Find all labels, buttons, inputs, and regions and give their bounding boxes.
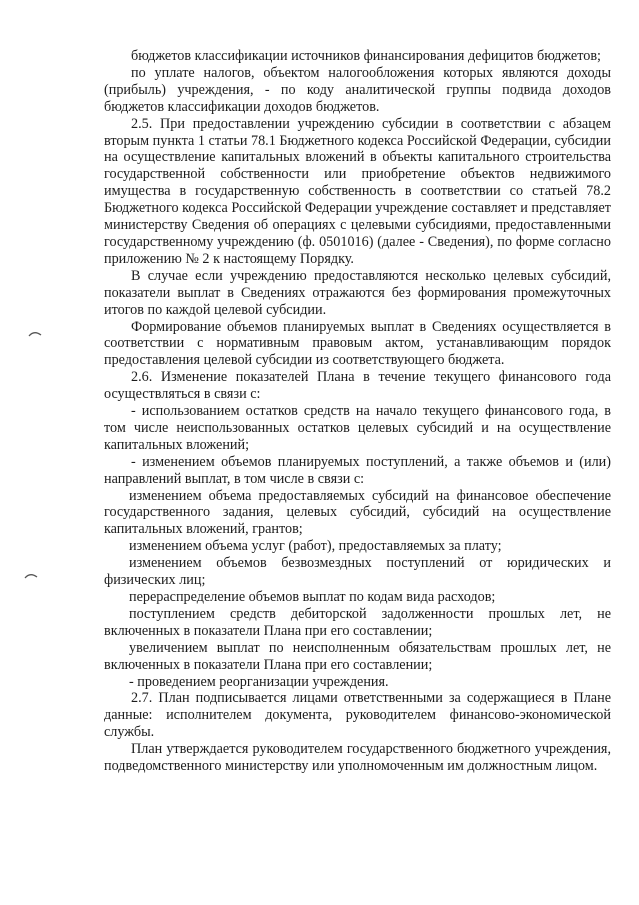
binder-hole-mark: [24, 572, 38, 580]
paragraph: 2.6. Изменение показателей Плана в течение текущего финансового года осуществляться в связи с:: [104, 369, 611, 403]
paragraph: перераспределение объемов выплат по кодам вида расходов;: [129, 589, 496, 605]
paragraph: - проведением реорганизации учреждения.: [129, 673, 389, 690]
paragraph: - изменением объемов планируемых поступлений, а также объемов и (или) направлений выплат, в том числе в связи с:: [104, 453, 611, 487]
paragraph: 2.5. При предоставлении учреждению субсидии в соответствии с абзацем вторым пункта 1 статьи 78.1 Бюджетного кодекса Российской Федерации, субсидии на осуществление капитальных вложений в объекты капитального строительства государственной собственности или приобретение объектов недвижимого имущества в государственную собственность в соответствии со статьей 78.2 Бюджетного кодекса Российской Федерации учреждение составляет и представляет министерству Сведения об операциях с целевыми субсидиями, предоставленными государственному учреждению (ф. 0501016) (далее - Сведения), по форме согласно приложению № 2 к настоящему Порядку.: [104, 115, 611, 267]
paragraph: бюджетов классификации источников финансирования дефицитов бюджетов;: [131, 48, 601, 64]
document-body: [104, 48, 611, 775]
binder-hole-mark: [28, 330, 42, 338]
paragraph: изменением объема услуг (работ), предоставляемых за плату;: [129, 538, 502, 555]
paragraph: по уплате налогов, объектом налогообложения которых являются доходы (прибыль) учреждения, - по коду аналитической группы подвида доходов бюджетов классификации доходов бюджетов.: [104, 64, 611, 115]
paragraph: изменением объемов безвозмездных поступлений от юридических и физических лиц;: [104, 555, 611, 589]
paragraph: Формирование объемов планируемых выплат в Сведениях осуществляется в соответствии с нормативным правовым актом, устанавливающим порядок предоставления целевой субсидии из соответствующего бюджета.: [104, 318, 611, 369]
paragraph: - использованием остатков средств на начало текущего финансового года, в том числе неиспользованных остатков целевых субсидий и на осуществление капитальных вложений;: [104, 403, 611, 453]
paragraph: увеличением выплат по неисполненным обязательствам прошлых лет, не включенных в показатели Плана при его составлении;: [104, 639, 611, 673]
paragraph: В случае если учреждению предоставляются несколько целевых субсидий, показатели выплат в Сведениях отражаются без формирования промежуточных итогов по каждой целевой субсидии.: [104, 267, 611, 318]
paragraph: изменением объема предоставляемых субсидий на финансовое обеспечение государственного задания, целевых субсидий, субсидий на осуществление капитальных вложений, грантов;: [104, 487, 611, 538]
paragraph: поступлением средств дебиторской задолженности прошлых лет, не включенных в показатели Плана при его составлении;: [104, 605, 611, 639]
paragraph: План утверждается руководителем государственного бюджетного учреждения, подведомственного министерству или уполномоченным им должностным лицом.: [104, 741, 611, 775]
paragraph: 2.7. План подписывается лицами ответственными за содержащиеся в Плане данные: исполнителем документа, руководителем финансово-экономической службы.: [104, 690, 611, 741]
